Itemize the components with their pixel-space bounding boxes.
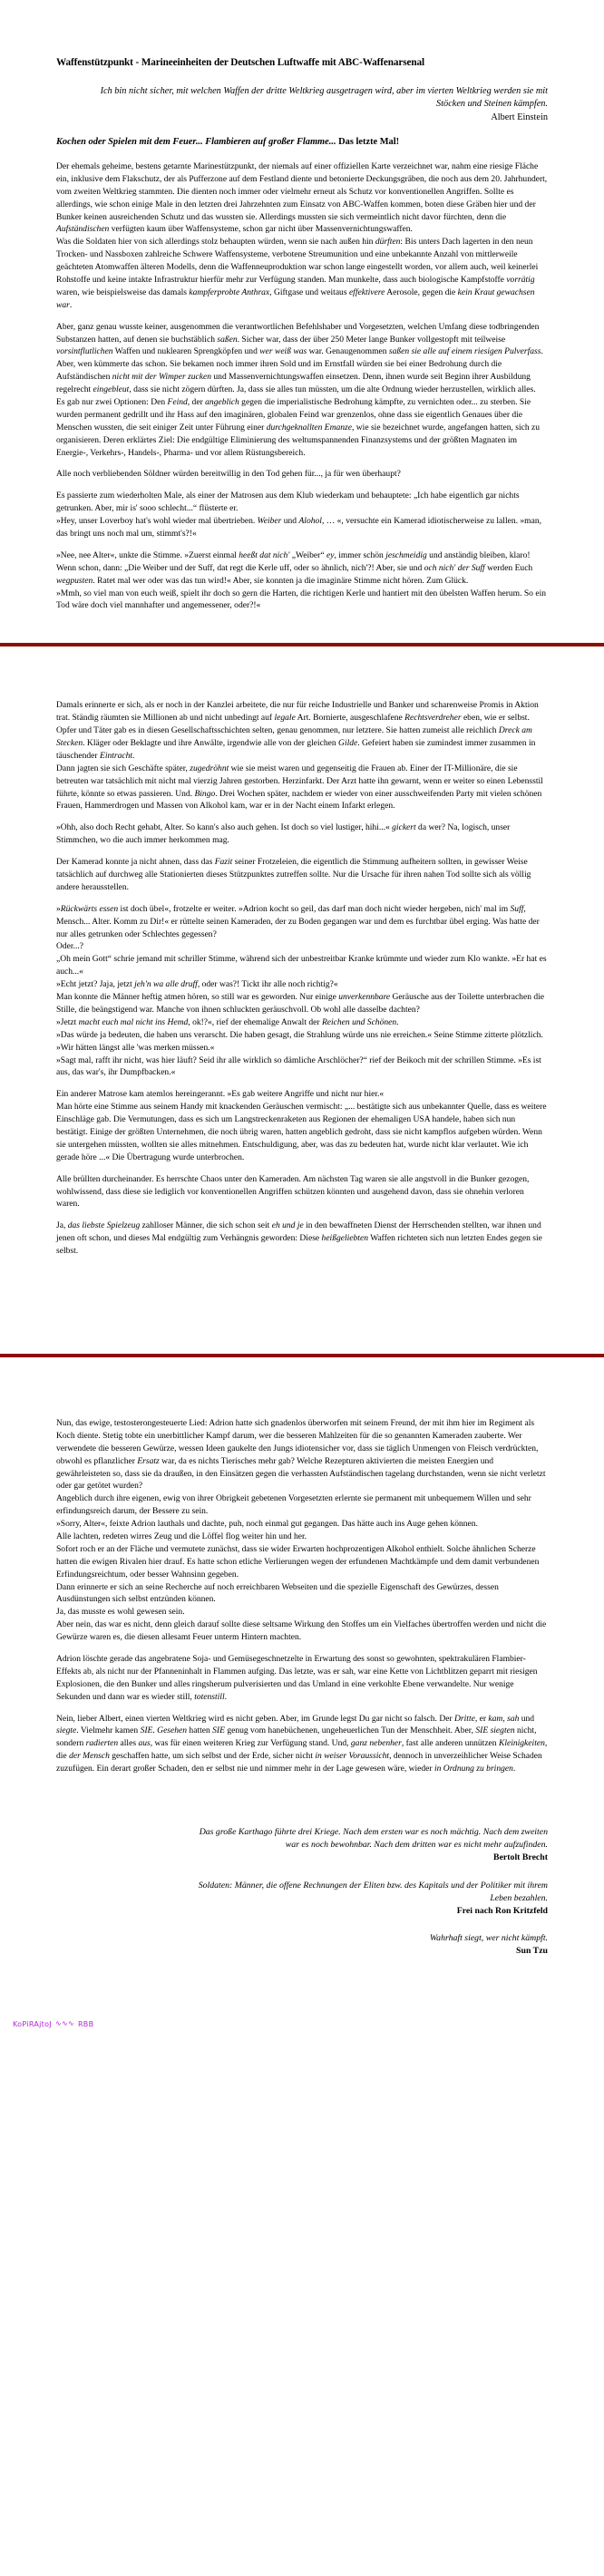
text-run: Aerosole, gegen die (385, 287, 458, 297)
text-run: Der ehemals geheime, bestens getarnte Marinestützpunkt, der niemals auf einer offiziellen Karte verzeichnet war, nahm eine riesige Fläche ein, inklusive dem Flakschutz, der als Pufferzone auf dem Festland diente und betonierte Deckungsgräben, die noch aus dem 20. Jahrhundert, vom zweiten Weltkrieg stammten. Die dienten noch immer oder vielmehr erneut als Schutz vor konventionellen Angriffen. Sollte es allerdings, wie schon einige Male in den letzten drei Jahrzehnten zum Einsatz von ABC-Waffen kommen, boten diese Gräben hier und der Bunker keinen ausreichenden Schutz und das wussten sie. Allerdings mussten sie sich vermeintlich nicht davor fürchten, denn die (56, 160, 548, 222)
text-run: . (396, 1016, 399, 1027)
emphasis: Rückwärts essen (60, 903, 119, 914)
paragraph: »Mmh, so viel man von euch weiß, spielt ihr doch so gern die Harten, die richtigen Kerle und hantiert mit den übelsten Waffen herum. So ein Tod wäre doch viel mannhafter und angemessener, oder?!« (56, 588, 546, 611)
paragraph (56, 1713, 548, 1775)
text-run: Es gab nur zwei Optionen: Den (56, 396, 168, 407)
paragraph: »Sorry, Alter«, feixte Adrion lauthals und dachte, puh, noch einmal gut gegangen. Das hätte auch ins Auge gehen können. (56, 1519, 478, 1530)
text-run: , (502, 1713, 508, 1724)
paragraph: Ein anderer Matrose kam atemlos hereingerannt. »Es gab weitere Angriffe und nicht nur hier.« (56, 1089, 385, 1100)
page-title: Waffenstützpunkt - Marineeinheiten der Deutschen Luftwaffe mit ABC-Waffenarsenal (56, 57, 425, 68)
emphasis: heißgeliebten (321, 1233, 368, 1244)
emphasis: zugedröhnt (190, 763, 229, 773)
emphasis: das liebste Spielzeug (67, 1220, 141, 1231)
paragraph (56, 856, 548, 894)
text-run: , immer schön (334, 549, 386, 560)
text-run: da wer? Na, logisch, unser Stimmchen, wo die auch immer herkommen mag. (56, 822, 511, 846)
paragraph: Ja, das musste es wohl gewesen sein. (56, 1607, 185, 1618)
closing-quote-suntzu (56, 1932, 548, 1958)
text-run: Damals erinnerte er sich, als er noch in der Kanzlei arbeitete, die nur für reiche Industrielle und Banker und scharenweise Promis in Aktion trat. Ständig räumten sie Millionen ab und nicht unbedingt auf (56, 700, 539, 724)
emphasis: macht euch mal nicht ins Hemd (78, 1016, 189, 1027)
emphasis: aus (138, 1738, 151, 1749)
squiggle-icon: ∿∿∿ (54, 2019, 74, 2028)
text-run: und (519, 1713, 535, 1724)
paragraph (56, 978, 548, 991)
text-run: . Sicher war, dass der über 250 Meter lange Bunker vollgestopft mit teilweise (237, 334, 506, 345)
text-run: , dennoch in unverzeihlicher Weise Schaden zuzufügen. Ein derart großer Schaden, den er selbst nie und nimmer mehr in der Lage gewesen wäre, wieder (56, 1751, 542, 1774)
paragraph: Sofort roch er an der Fläche und vermutete zunächst, dass sie wider Erwarten hochprozentigen Alkohol enthielt. Solche ähnlichen Scherze hatten die ewigen Rivalen hier drauf. Es hatte schon etliche Verlierungen wegen der erfundenen Machtkämpfe und dem damit verbundenen Erfindungsreichtum, oder besser Wahnsinn gegeben. (56, 1543, 540, 1580)
emphasis: Ersatz (137, 1455, 160, 1466)
text-run: „Weiber“ (289, 549, 326, 560)
emphasis: SIE (475, 1725, 489, 1736)
emphasis: Kleinigkeiten (498, 1738, 545, 1749)
emphasis: eh und je (271, 1220, 304, 1231)
emphasis: jeh'n wa alle druff (134, 979, 198, 990)
emphasis: Weiber (257, 516, 282, 527)
paragraph: „Oh mein Gott“ schrie jemand mit schriller Stimme, während sich der unbestreitbar Kranke krümmte und wieder zum Klo wankte. »Er hat es auch...« (56, 954, 547, 977)
emphasis: Suff (510, 903, 524, 914)
text-run: . Drei Wochen später, nachdem er wieder von einer ausschweifenden Party mit vielen schönen Frauen, Hammerdrogen und Massen von Alkohol kam, war er in der Nacht einem Infarkt erlegen. (56, 788, 542, 812)
text-run: » (56, 903, 61, 914)
text-run: gegen die imperialistische Bedrohung kämpfte, zu vernichten oder... zu sterben. Sie wurden permanent gedrillt und ihr Hass auf den imaginären, globalen Feind war grenzenlos, ohne dass sie eigentlich Genaues über die Menschen wussten, die seit einiger Zeit unter Führung einer (56, 396, 531, 433)
text-run: waren, wie beispielsweise das damals (56, 287, 190, 297)
quote-attribution: Sun Tzu (516, 1946, 548, 1957)
text-run: . (69, 299, 73, 310)
emphasis: effektivere (348, 287, 385, 297)
section-heading (56, 136, 548, 150)
text-run: , … «, versuchte ein Kamerad idiotischerweise zu lallen. »man, das bringt uns noch mal um, stimmt's?!« (56, 516, 541, 539)
paragraph: Man hörte eine Stimme aus seinem Handy mit knackenden Geräuschen vermischt: „... bestätigte sich aus unbekannter Quelle, dass es weitere Einschläge gab. Die Vermutungen, dass es sich um Langstreckenraketen aus Regionen der ehemaligen USA handele, haben sich nun bestätigt. Einige der größten Unternehmen, die noch übrig waren, hatten angeblich gedroht, dass sie nicht kampflos aufgeben würden. Wenn sie untergehen müssten, wollten sie alles mitnehmen. Entschuldigung, aber, was das zu bedeuten hat, wurde nicht klar verlautet. Wie ich gerade höre ...« Die Übertragung wurde unterbrochen. (56, 1102, 547, 1162)
spacer (56, 676, 548, 699)
emphasis: Gilde (338, 738, 358, 749)
text-run: ist doch übel«, frotzelte er weiter. »Adrion kocht so geil, das darf man doch nicht wieder hergeben, nich' mal im (118, 903, 511, 914)
paragraph: Dann erinnerte er sich an seine Recherche auf noch erreichbaren Webseiten und die spezielle Eigenschaft des Gewürzes, dessen Ausdünstungen sich selbst entzünden können. (56, 1581, 499, 1605)
paragraph: Alle brüllten durcheinander. Es herrschte Chaos unter den Kameraden. Am nächsten Tag waren sie alle angstvoll in die Bunker gezogen, wohlwissend, dass diese sie lediglich vor konventionellen Angriffen schützen könnten und ausgehend davon, dass sie ohnehin verloren waren. (56, 1173, 530, 1210)
paragraph: Oder...? (56, 941, 83, 952)
emphasis: angeblich (205, 396, 239, 407)
text-run: Aber, ganz genau wusste keiner, ausgenommen die verantwortlichen Befehlshaber und Vorgesetzten, welchen Umfang diese todbringenden Substanzen hatten, auf denen sie buchstäblich (56, 321, 540, 345)
text-run: verfügten kaum über Waffensysteme, schon gar nicht über Massenvernichtungswaffen. (109, 224, 413, 235)
emphasis: ey (326, 549, 335, 560)
emphasis: siegten (490, 1725, 515, 1736)
text-run: , der (187, 396, 206, 407)
text-run: und anständig bleiben, klaro! Wenn schon, dann: „Die Weiber und der Suff, dat regt die Kerle uff, oder so ähnlich, nich'?! Aber, sie und (56, 549, 531, 573)
text-run: , wie sie bezeichnet wurde, angefangen hatten, sich zu organisieren. Deren erklärtes Ziel: Die endgültige Eliminierung des weltumspannenden Finanzsystems und der größten Magnaten im Energie-, Verkehrs-, Handels-, Pharma- und vor allem Rüstungsbereich. (56, 422, 541, 458)
text-run: : Bis unters Dach lagerten in den neun Trocken- und Nassboxen zahlreiche Schwere Waffensysteme, verbotene Streumunition und eine unbekannte Anzahl von mittlerweile geächteten Atomwaffen älteren Modells, denn die Waffenneuproduktion war schon lange eingestellt worden, vor allem auch, weil keinerlei Rohstoffe und keine intakte Infrastruktur hierfür mehr zur Verfügung standen. Man munkelte, dass auch biologische Kampfstoffe (56, 237, 539, 285)
text-run: »Hey, unser Loverboy hat's wohl wieder mal übertrieben. (56, 516, 258, 527)
text-run: war, da es nichts Tierisches mehr gab? Welche Rezepturen aktivierten die meisten Energien und gewährleisteten so, dass sie da draußen, in den Einsätzen gegen die verhassten Aufständischen tagelang durchstanden, wenn sie nicht verletzt oder gar getötet wurden? (56, 1455, 546, 1492)
quote-attribution: Frei nach Ron Kritzfeld (456, 1906, 548, 1917)
emphasis: Aufständischen (56, 224, 110, 235)
emphasis: saßen (217, 334, 238, 345)
emphasis: dürften (375, 237, 401, 248)
paragraph (56, 821, 548, 847)
text-run: . Kläger oder Beklagte und ihre Anwälte, irgendwie alle von der gleichen (83, 738, 339, 749)
text-run: geschaffen hatte, um sich selbst und der Erde, sicher nicht (109, 1751, 316, 1762)
text-run: . Vielmehr kamen (76, 1725, 141, 1736)
watermark-text-right: RBB (77, 2019, 94, 2028)
emphasis: sah (507, 1713, 520, 1724)
text-run: Man konnte die Männer heftig atmen hören, so still war es geworden. Nur einige (56, 992, 339, 1003)
section-heading-italic: Kochen oder Spielen mit dem Feuer... Flambieren auf großer Flamme... (56, 137, 336, 148)
emphasis: SIE (140, 1725, 153, 1736)
emphasis: kampferprobte Anthrax (189, 287, 270, 297)
paragraph: Angeblich durch ihre eigenen, ewig von ihrer Obrigkeit gebetenen Vorgesetzten erlernte sie permanent mit unbequemem Willen und sehr erfindungsreich darum, der Bessere zu sein. (56, 1493, 531, 1517)
emphasis: legale (274, 713, 296, 724)
paragraph (56, 549, 548, 588)
text-run: , er (474, 1713, 489, 1724)
emphasis: heeßt dat nich' (239, 549, 290, 560)
emphasis: durchgeknallten Emanze (266, 422, 353, 433)
text-run: in den bewaffneten Dienst der Herrschenden stellten, war ihnen und jenen oft schon, und dieses Mal endgültig zum Verhängnis geworden: Diese (56, 1220, 541, 1244)
text-run: . (132, 750, 135, 761)
paragraph (56, 236, 548, 311)
emphasis: Gesehen (157, 1725, 188, 1736)
text-run: zahlloser Männer, die sich schon seit (140, 1220, 272, 1231)
emphasis: unverkennbare (338, 992, 391, 1003)
emphasis: Fazit (214, 857, 233, 868)
text-run: Geräusche aus der Toilette unterbrachen die Stille, die beängstigend war. Manche von ihnen schluckten geräuschvoll. Ob wohl alle dasselbe dachten? (56, 992, 545, 1015)
text-run: Was die Soldaten hier von sich allerdings stolz behaupten würden, wenn sie nach außen hin (56, 237, 375, 248)
page-2 (0, 646, 604, 1354)
text-run: . (224, 1691, 227, 1702)
text-run: eben, wie er selbst. Opfer und Täter gab es in diesen Gesellschaftsschichten selten, genau genommen, nur letztere. Sie hatten zumeist alle reichlich (56, 713, 530, 736)
quote-line-1: Wahrhaft siegt, wer nicht kämpft. (429, 1933, 548, 1944)
text-run: . Gefeiert haben sie zumindest immer zusammen in täuschender (56, 738, 536, 761)
text-run: Adrion löschte gerade das angebratene Soja- und Gemüsegeschnetzelte in Erwartung des sonst so gewohnten, spektrakulären Flambier-Effekts ab, als nicht nur der Pfanneninhalt in Flammen aufging. Das letzte, was er sah, war eine Kette von Lichtblitzen geparrt mit riesigen Explosionen, die den Bunker und alles ringsherum pulverisierten und das Umland in eine verkohlte Ebene verwandelte. Nur wenige Sekunden und dann war es wieder still, (56, 1654, 538, 1702)
text-run: , die (56, 1738, 548, 1762)
text-run: . (152, 1725, 158, 1736)
spacer (56, 1267, 548, 1354)
text-run: »Echt jetzt? Jaja, jetzt (56, 979, 135, 990)
paragraph (56, 1417, 548, 1492)
emphasis: eingebleut (93, 384, 130, 395)
text-run: , Giftgase und weitaus (269, 287, 349, 297)
text-run: Der Kamerad konnte ja nicht ahnen, dass das (56, 857, 215, 868)
text-run: »Nee, nee Alter«, unkte die Stimme. »Zuerst einmal (56, 549, 239, 560)
emphasis: in weiser Voraussicht (315, 1751, 390, 1762)
emphasis: radierten (85, 1738, 119, 1749)
paragraph: »Das würde ja bedeuten, die haben uns verarscht. Die haben gesagt, die Strahlung würde uns nie erreichen.« Seine Stimme zitterte plötzlich. »Wir hätten längst alle 'was merken müssen.« (56, 1029, 543, 1053)
emphasis: SIE (212, 1725, 225, 1736)
emphasis: kein Kraut gewachsen war (56, 287, 535, 310)
paragraph (56, 1220, 548, 1258)
closing-quote-brecht (56, 1826, 548, 1865)
emphasis: vorsintflutlichen (56, 346, 113, 357)
paragraph: Alle noch verbliebenden Söldner würden bereitwillig in den Tod gehen für..., ja für wen überhaupt? (56, 469, 401, 480)
text-run: Nun, das ewige, testosterongesteuerte Lied: Adrion hatte sich gnadenlos überworfen mit seinem Freund, der mit ihm hier im Regiment als Koch diente. Stetig tobte ein unerbittlicher Kampf darum, wer die besseren Mahlzeiten für die so genannten Kameraden zauberte. Wer verwendete die besseren Gewürze, wessen Ideen gaukelte den Jungs idiotensicher vor, dass sie täglich Unmengen von Fleisch verdrückten, obwohl es pflanzlicher (56, 1417, 539, 1466)
quote-line-1: Das große Karthago führte drei Kriege. Nach dem ersten war es noch mächtig. Nach dem zweiten (199, 1827, 548, 1838)
text-run: , was für einen weiteren Krieg zur Verfügung stand. Und, (150, 1738, 351, 1749)
quote-attribution: Bertolt Brecht (493, 1852, 548, 1863)
emphasis: Eintracht (99, 750, 133, 761)
text-run: Dann jagten sie sich Geschäfte später, (56, 763, 190, 773)
epigraph-line-2: Weltkrieg werden sie mit Stöcken und Steinen kämpfen. (436, 85, 548, 110)
text-run: wie sie meist waren und gegenseitig die Frauen ab. Einer der IT-Millionäre, die sie betreuten war tatsächlich mit nicht mal vierzig Jahren gestorben. Herzinfarkt. Der Arzt hatte ihn gewarnt, wenn er weiter so einen Lebensstil führte, könnte so etwas passieren. Und. (56, 763, 543, 799)
emphasis: vorrätig (506, 274, 535, 285)
text-run: und (281, 516, 299, 527)
epigraph (56, 85, 548, 125)
emphasis: Reichen und Schönen (321, 1016, 397, 1027)
paragraph (56, 763, 548, 813)
quote-line-1: Soldaten: Männer, die offene Rechnungen der Eliten bzw. des Kapitals und der Politiker mit ihrem (198, 1880, 548, 1891)
text-run: war. Genaugenommen (307, 346, 389, 357)
emphasis: wegpusten (56, 575, 93, 586)
watermark (0, 2020, 604, 2037)
text-run: , oder was?! Tickt ihr alle noch richtig?« (197, 979, 338, 990)
text-run: . (512, 1764, 516, 1774)
emphasis: nicht mit der Wimper zucken (112, 372, 212, 383)
quote-line-2: war es noch bewohnbar. Nach dem dritten war es nicht mehr aufzufinden. (285, 1840, 548, 1851)
text-run: seiner Frotzeleien, die eigentlich die Stimmung aufheitern sollten, in gewisser Weise tatsächlich auf durchweg alle Stationierten dieses Stützpunktes zutreffen sollte. Nur die Ursache für ihren nahen Tod sollte sich als völlig andere herausstellen. (56, 857, 531, 892)
spacer (56, 621, 548, 643)
text-run: , ok!?«, rief der ehemalige Anwalt der (188, 1016, 322, 1027)
epigraph-attribution: Albert Einstein (491, 112, 548, 122)
emphasis: gickert (392, 822, 416, 833)
quote-line-2: Leben bezahlen. (490, 1892, 548, 1903)
text-run: alles (118, 1738, 139, 1749)
emphasis: Bingo (194, 788, 216, 799)
emphasis: totenstill (194, 1691, 225, 1702)
page-1 (0, 0, 604, 643)
emphasis: Alohol (298, 516, 322, 527)
spacer (56, 1784, 548, 1808)
emphasis: saßen sie alle auf einem riesigen Pulverfass (388, 346, 541, 357)
text-run: nicht, sondern (56, 1725, 537, 1749)
emphasis: in Ordnung zu bringen (434, 1764, 513, 1774)
text-run: . Aber, wen kümmerte das schon. Sie bekamen noch immer ihren Sold und im Ernstfall würden sie bei einer Bedrohung durch die Aufständischen (56, 346, 543, 383)
paragraph: Alle lachten, redeten wirres Zeug und die Löffel flog weiter hin und her. (56, 1531, 307, 1541)
emphasis: ganz nebenher (350, 1738, 402, 1749)
paragraph (56, 991, 548, 1016)
text-run: Waffen und nuklearen Sprengköpfen und (112, 346, 260, 357)
text-run: werden Euch (484, 562, 533, 573)
watermark-text-left: KoPiRAjtoJ (13, 2019, 52, 2028)
emphasis: jeschmeidig (385, 549, 427, 560)
emphasis: kam (488, 1713, 503, 1724)
paragraph (56, 699, 548, 762)
text-run: hatten (187, 1725, 213, 1736)
emphasis: der Mensch (69, 1751, 110, 1762)
closing-quote-kritzfeld (56, 1880, 548, 1919)
emphasis: Dritte (454, 1713, 475, 1724)
text-run: Waffen richteten sich nun letzten Endes gegen sie selbst. (56, 1233, 542, 1257)
text-run: . Ratet mal wer oder was das tun wird!« Aber, sie konnten ja die imaginäre Stimme nicht hören. Zum Glück. (93, 575, 469, 586)
paragraph (56, 160, 548, 236)
paragraph: Aber nein, das war es nicht, denn gleich darauf sollte diese seltsame Wirkung den Stoffes um ein Vielfaches übertroffen werden und nicht die Gewürze waren es, die diesen allesamt Feuer unterm Hintern machten. (56, 1619, 547, 1643)
paragraph (56, 515, 548, 540)
text-run: , dass sie nicht zögern dürften. Ja, dass sie alles tun müssten, um die alte Ordnung wieder herzustellen, wirklich alles. (129, 384, 536, 395)
emphasis: wer weiß was (259, 346, 307, 357)
text-run: Nein, lieber Albert, einen vierten Weltkrieg wird es nicht geben. Aber, im Grunde legst Du gar nicht so falsch. Der (56, 1713, 455, 1724)
emphasis: siegte (56, 1725, 77, 1736)
emphasis: Dreck am Stecken (56, 725, 532, 749)
text-run: , fast alle anderen unnützen (401, 1738, 499, 1749)
emphasis: och nich' der Suff (424, 562, 485, 573)
section-heading-upright: Das letzte Mal! (338, 137, 400, 148)
text-run: »Ohh, also doch Recht gehabt, Alter. So kann's also auch gehen. Ist doch so viel lustiger, hihi...« (56, 822, 393, 833)
text-run: Ja, (56, 1220, 68, 1231)
paragraph: »Sagt mal, rafft ihr nicht, was hier läuft? Seid ihr alle wirklich so dämliche Arschlöcher?“ rief der Beikoch mit der schrillen Stimme. »Es ist aus, das war's, ihr Dumpfbacken.« (56, 1055, 541, 1078)
paragraph (56, 321, 548, 396)
text-run: , Mensch... Alter. Komm zu Dir!« er rüttelte seinen Kameraden, der zu Boden gegangen war und dem es furchtbar übel erging. Was hatte der nur alles getrunken oder Schlechtes gegessen? (56, 903, 540, 939)
paragraph (56, 903, 548, 941)
text-run: »Jetzt (56, 1016, 79, 1027)
paragraph (56, 1653, 548, 1704)
text-run: genug vom hanebüchenen, ungeheuerlichen Tun der Menschheit. Aber, (224, 1725, 476, 1736)
paragraph (56, 396, 548, 459)
emphasis: Rechtsverdreher (404, 713, 462, 724)
spacer (56, 1394, 548, 1417)
spacer (56, 1973, 548, 2020)
epigraph-line-1: Ich bin nicht sicher, mit welchen Waffen der dritte Weltkrieg ausgetragen wird, aber im vierten (100, 85, 454, 96)
page-3 (0, 1357, 604, 2020)
paragraph: Es passierte zum wiederholten Male, als einer der Matrosen aus dem Klub wiederkam und behauptete: „Ich habe eigentlich gar nichts getrunken. Aber, mir is' sooo schlecht...“ flüsterte er. (56, 491, 520, 514)
text-run: Art. Bornierte, ausgeschlafene (295, 713, 405, 724)
emphasis: Feind (167, 396, 188, 407)
paragraph (56, 1016, 548, 1029)
text-run: und Massenvernichtungswaffen einsetzen. Denn, ihnen wurde seit Beginn ihrer Ausbildung regelrecht (56, 372, 531, 395)
